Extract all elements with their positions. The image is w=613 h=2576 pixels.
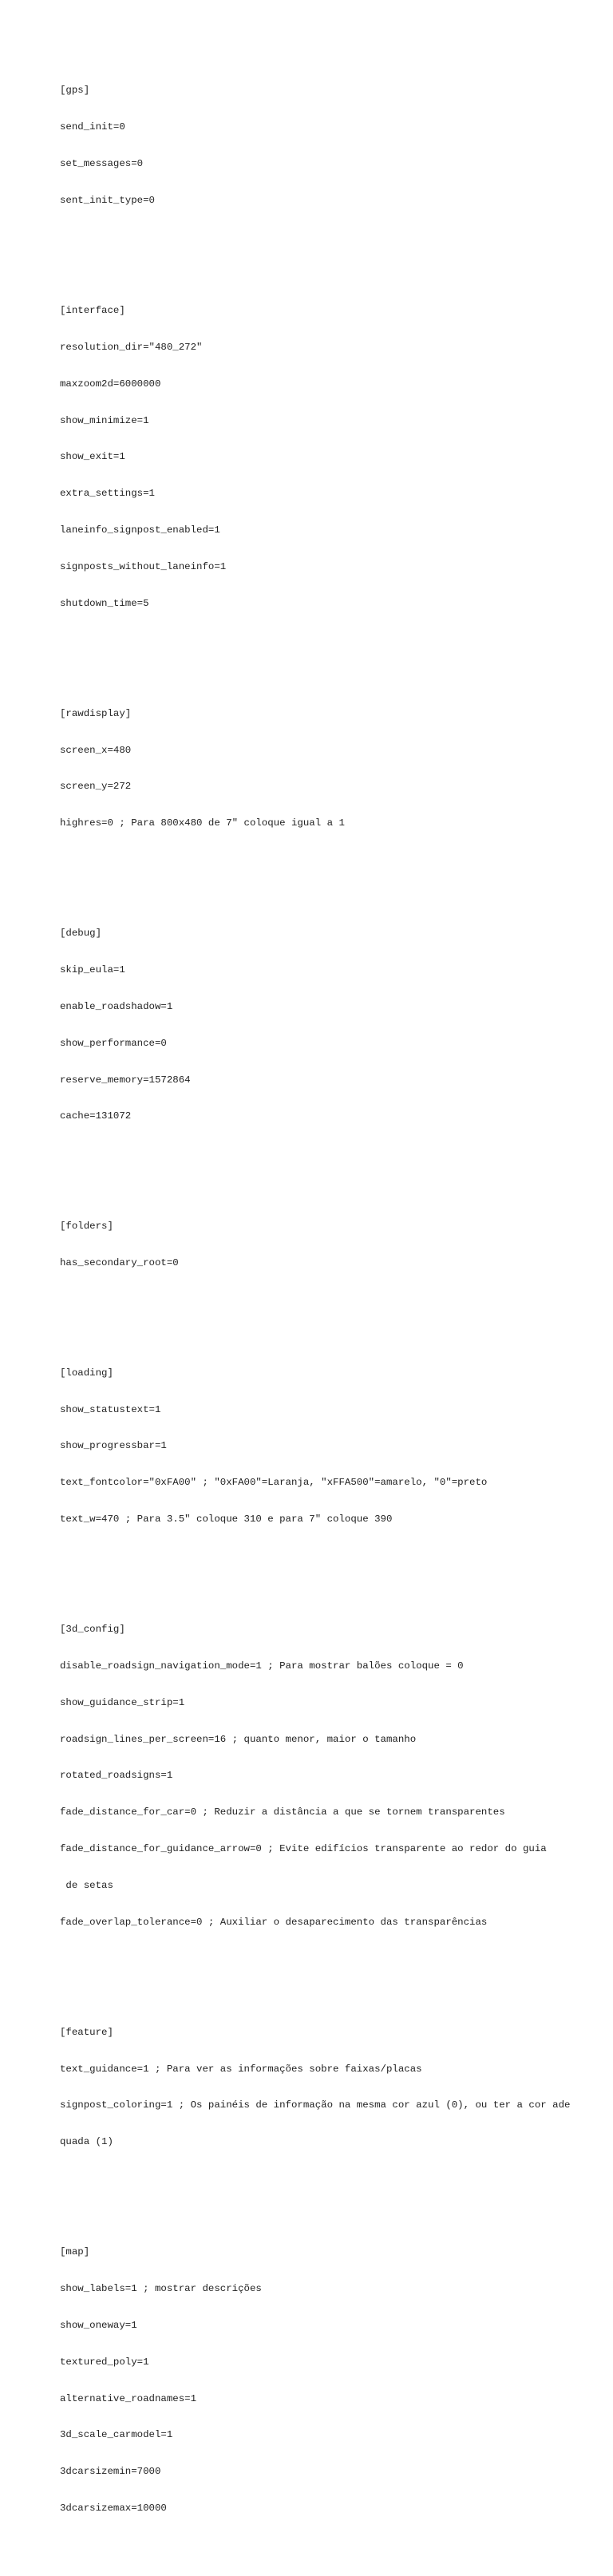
section-header: [feature] bbox=[60, 2026, 113, 2038]
config-line-continuation: de setas bbox=[60, 1880, 113, 1892]
section-header: [rawdisplay] bbox=[60, 707, 132, 719]
section-header: [folders] bbox=[60, 1221, 113, 1233]
config-line: set_messages=0 bbox=[60, 158, 144, 170]
config-line: show_guidance_strip=1 bbox=[60, 1696, 185, 1708]
section-gps bbox=[60, 61, 587, 231]
config-line: cache=131072 bbox=[60, 1110, 132, 1122]
config-line: fade_overlap_tolerance=0 ; Auxiliar o desaparecimento das transparências bbox=[60, 1917, 488, 1929]
section-3d-config bbox=[60, 1599, 587, 1953]
config-line: has_secondary_root=0 bbox=[60, 1256, 179, 1268]
config-line: 3d_scale_carmodel=1 bbox=[60, 2429, 173, 2441]
section-header: [gps] bbox=[60, 85, 90, 97]
section-folders bbox=[60, 1197, 587, 1294]
section-rawdisplay bbox=[60, 683, 587, 854]
config-line: enable_roadshadow=1 bbox=[60, 1000, 173, 1012]
config-line: fade_distance_for_guidance_arrow=0 ; Evite edifícios transparente ao redor do guia bbox=[60, 1843, 547, 1855]
section-debug bbox=[60, 903, 587, 1147]
section-header: [3d_config] bbox=[60, 1623, 125, 1635]
config-line: skip_eula=1 bbox=[60, 964, 125, 975]
config-line: 3dcarsizemin=7000 bbox=[60, 2466, 161, 2478]
config-line: sent_init_type=0 bbox=[60, 195, 155, 207]
config-line: signpost_coloring=1 ; Os painéis de informação na mesma cor azul (0), ou ter a cor ade bbox=[60, 2099, 571, 2111]
config-line: roadsign_lines_per_screen=16 ; quanto menor, maior o tamanho bbox=[60, 1733, 417, 1745]
config-line: maxzoom2d=6000000 bbox=[60, 378, 161, 390]
config-line: fade_distance_for_car=0 ; Reduzir a distância a que se tornem transparentes bbox=[60, 1806, 505, 1818]
config-line-continuation: quada (1) bbox=[60, 2136, 113, 2148]
config-line: textured_poly=1 bbox=[60, 2356, 149, 2368]
config-line: show_progressbar=1 bbox=[60, 1440, 167, 1452]
config-line: alternative_roadnames=1 bbox=[60, 2392, 197, 2404]
config-line: screen_x=480 bbox=[60, 744, 132, 756]
config-line: highres=0 ; Para 800x480 de 7" coloque igual a 1 bbox=[60, 817, 345, 829]
config-line: disable_roadsign_navigation_mode=1 ; Para mostrar balões coloque = 0 bbox=[60, 1660, 464, 1672]
section-header: [interface] bbox=[60, 304, 125, 316]
config-line: extra_settings=1 bbox=[60, 488, 155, 500]
section-map bbox=[60, 2222, 587, 2539]
section-interface bbox=[60, 280, 587, 635]
config-line: show_labels=1 ; mostrar descrições bbox=[60, 2282, 262, 2294]
config-line: shutdown_time=5 bbox=[60, 597, 149, 609]
config-line: show_exit=1 bbox=[60, 451, 125, 463]
config-line: text_guidance=1 ; Para ver as informações sobre faixas/placas bbox=[60, 2063, 422, 2075]
config-line: rotated_roadsigns=1 bbox=[60, 1770, 173, 1782]
config-line: resolution_dir="480_272" bbox=[60, 341, 203, 353]
section-loading bbox=[60, 1343, 587, 1550]
config-line: screen_y=272 bbox=[60, 781, 132, 793]
config-line: text_fontcolor="0xFA00" ; "0xFA00"=Laranja, "xFFA500"=amarelo, "0"=preto bbox=[60, 1477, 488, 1489]
config-line: show_oneway=1 bbox=[60, 2319, 137, 2331]
config-line: text_w=470 ; Para 3.5" coloque 310 e para 7" coloque 390 bbox=[60, 1514, 393, 1525]
config-line: reserve_memory=1572864 bbox=[60, 1074, 191, 1086]
config-line: send_init=0 bbox=[60, 121, 125, 133]
config-line: signposts_without_laneinfo=1 bbox=[60, 561, 227, 573]
config-line: 3dcarsizemax=10000 bbox=[60, 2503, 167, 2515]
section-header: [map] bbox=[60, 2246, 90, 2258]
config-line: show_statustext=1 bbox=[60, 1403, 161, 1415]
config-line: show_performance=0 bbox=[60, 1037, 167, 1049]
section-feature bbox=[60, 2002, 587, 2173]
section-header: [loading] bbox=[60, 1367, 113, 1379]
section-header: [debug] bbox=[60, 927, 102, 939]
config-line: show_minimize=1 bbox=[60, 414, 149, 426]
config-document bbox=[60, 24, 587, 2576]
config-line: laneinfo_signpost_enabled=1 bbox=[60, 524, 220, 536]
